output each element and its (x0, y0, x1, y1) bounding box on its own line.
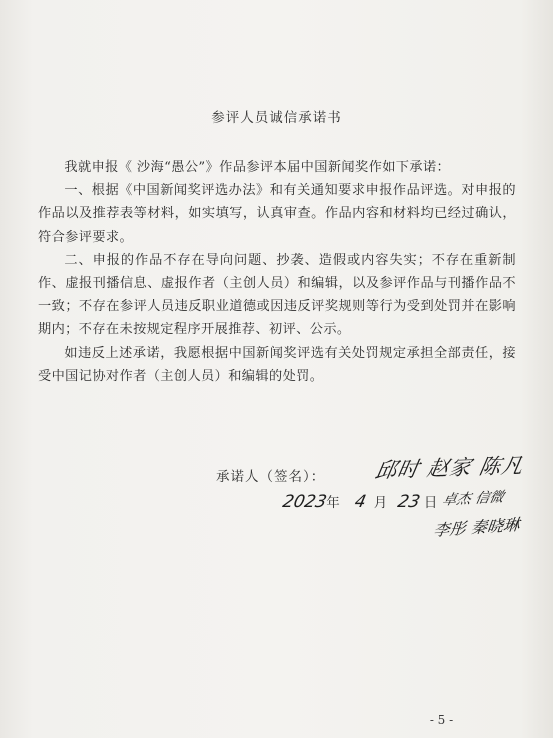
date-day: 23 (396, 492, 423, 512)
date-month-unit: 月 (373, 495, 388, 511)
handwritten-signature-line-1: 邱时 赵家 陈凡 (373, 453, 526, 483)
date-day-unit: 日 (423, 495, 438, 511)
document-title: 参评人员诚信承诺书 (211, 110, 342, 126)
signature-date (280, 491, 438, 513)
paragraph-intro: 我就申报《 沙海“愚公”》作品参评本届中国新闻奖作如下承诺： (64, 160, 451, 175)
page-number: - 5 - (429, 713, 454, 727)
paragraph-item-1: 一、根据《中国新闻奖评选办法》和有关通知要求申报作品评选。对申报的作品以及推荐表等材料，如实填写，认真审查。作品内容和材料均已经过确认，符合参评要求。 (38, 183, 516, 245)
date-year-unit: 年 (326, 495, 340, 511)
handwritten-signature-line-3: 李彤 秦晓琳 (432, 515, 521, 540)
date-year: 2023 (280, 492, 329, 512)
paragraph-conclusion: 如违反上述承诺，我愿根据中国新闻奖评选有关处罚规定承担全部责任，接受中国记协对作者（主创人员）和编辑的处罚。 (38, 345, 516, 384)
date-month: 4 (352, 492, 368, 512)
signature-label: 承诺人（签名）： (216, 469, 326, 485)
document-body (38, 156, 516, 388)
handwritten-signature-line-2: 卓杰 信微 (440, 489, 506, 509)
paragraph-item-2: 二、申报的作品不存在导向问题、抄袭、造假或内容失实；不存在重新制作、虚报刊播信息、虚报作者（主创人员）和编辑，以及参评作品与刊播作品不一致；不存在参评人员违反职业道德或因违反评奖规则等行为受到处罚并在影响期内；不存在未按规定程序开展推荐、初评、公示。 (38, 252, 516, 338)
